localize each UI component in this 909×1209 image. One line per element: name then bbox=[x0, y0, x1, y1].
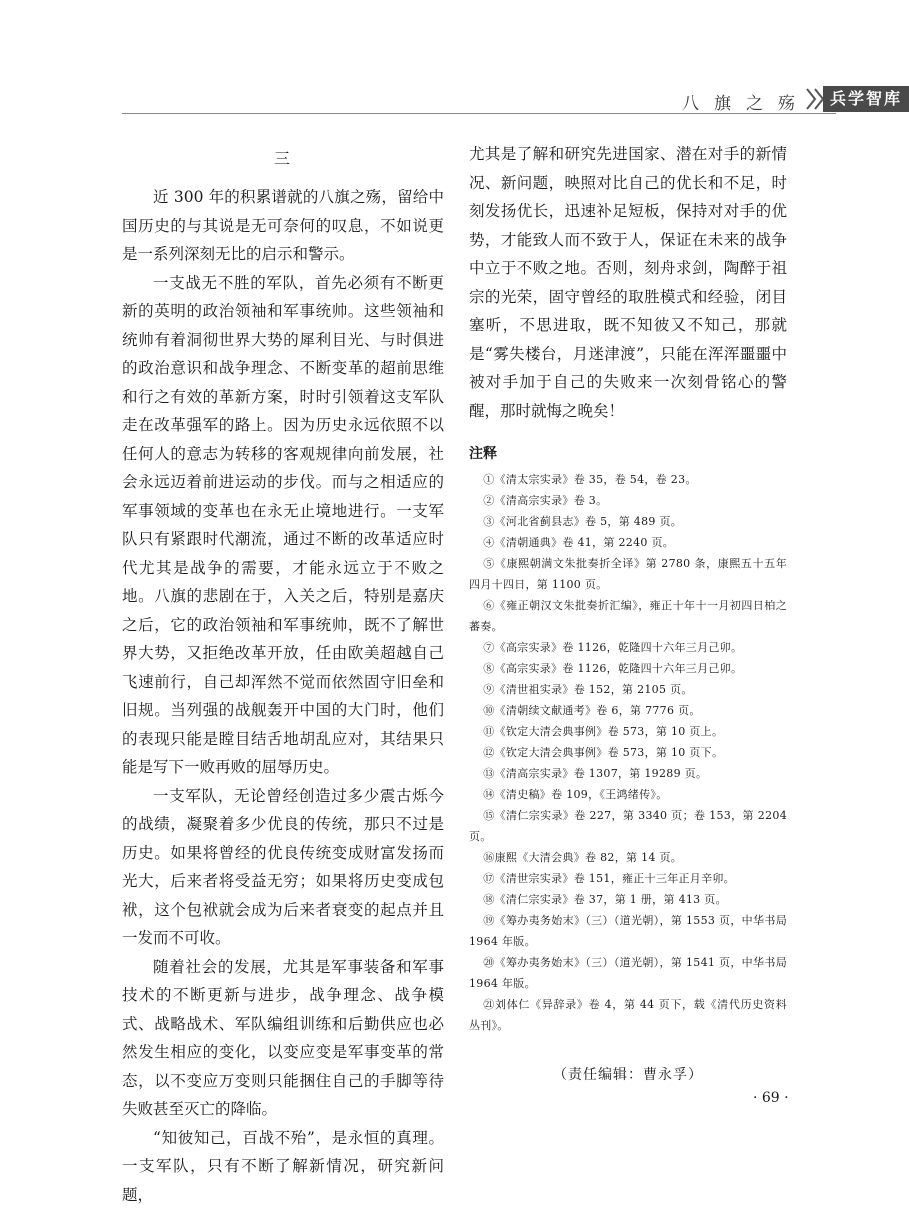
note-item: ⑰《清世宗实录》卷 151，雍正十三年正月辛卯。 bbox=[469, 868, 787, 889]
note-item: ⑧《高宗实录》卷 1126，乾隆四十六年三月己卯。 bbox=[469, 658, 787, 679]
right-column bbox=[469, 140, 787, 1084]
header-title: 八旗之殇 bbox=[682, 89, 810, 114]
header-divider bbox=[122, 113, 836, 114]
note-item: ⑪《钦定大清会典事例》卷 573，第 10 页上。 bbox=[469, 721, 787, 742]
paragraph: 一支战无不胜的军队，首先必须有不断更新的英明的政治领袖和军事统帅。这些领袖和统帅有着洞彻世界大势的犀利目光、与时俱进的政治意识和战争理念、不断变革的超前思维和行之有效的革新方案，时时引领着这支军队走在改革强军的路上。因为历史永远依照不以任何人的意志为转移的客观规律向前发展，社会永远迈着前进运动的步伐。而与之相适应的军事领域的变革也在永无止境地进行。一支军队只有紧跟时代潮流，通过不断的改革适应时代尤其是战争的需要，才能永远立于不败之地。八旗的悲剧在于，入关之后，特别是嘉庆之后，它的政治领袖和军事统帅，既不了解世界大势，又拒绝改革开放，任由欧美超越自己飞速前行，自己却浑然不觉而依然固守旧垒和旧规。当列强的战舰轰开中国的大门时，他们的表现只能是瞠目结舌地胡乱应对，其结果只能是写下一败再败的屈辱历史。 bbox=[122, 269, 444, 782]
note-item: ⑥《雍正朝汉文朱批奏折汇编》，雍正十年十一月初四日柏之蕃奏。 bbox=[469, 595, 787, 637]
section-badge: 兵学智库 bbox=[823, 86, 909, 112]
section-number: 三 bbox=[122, 146, 444, 169]
notes-heading: 注释 bbox=[469, 443, 787, 463]
note-item: ④《清朝通典》卷 41，第 2240 页。 bbox=[469, 532, 787, 553]
note-item: ②《清高宗实录》卷 3。 bbox=[469, 490, 787, 511]
paragraph-continuation: 尤其是了解和研究先进国家、潜在对手的新情况、新问题，映照对比自己的优长和不足，时刻发扬优长，迅速补足短板，保持对对手的优势，才能致人而不致于人，保证在未来的战争中立于不败之地。否则，刻舟求剑，陶醉于祖宗的光荣，固守曾经的取胜模式和经验，闭目塞听，不思进取，既不知彼又不知己，那就是“雾失楼台，月迷津渡”，只能在浑浑噩噩中被对手加于自己的失败来一次刻骨铭心的警醒，那时就悔之晚矣！ bbox=[469, 140, 787, 425]
note-item: ⑨《清世祖实录》卷 152，第 2105 页。 bbox=[469, 679, 787, 700]
note-item: ⑱《清仁宗实录》卷 37，第 1 册，第 413 页。 bbox=[469, 889, 787, 910]
paragraph: 近 300 年的积累谱就的八旗之殇，留给中国历史的与其说是无可奈何的叹息，不如说更是一系列深刻无比的启示和警示。 bbox=[122, 183, 444, 269]
notes-list bbox=[469, 469, 787, 1036]
paragraph: “知彼知己，百战不殆”，是永恒的真理。一支军队，只有不断了解新情况，研究新问题， bbox=[122, 1124, 444, 1209]
left-column bbox=[122, 140, 444, 1209]
note-item: ⑫《钦定大清会典事例》卷 573，第 10 页下。 bbox=[469, 742, 787, 763]
note-item: ⑳《筹办夷务始末》（三）（道光朝），第 1541 页，中华书局 1964 年版。 bbox=[469, 952, 787, 994]
note-item: ③《河北省蓟县志》卷 5，第 489 页。 bbox=[469, 511, 787, 532]
note-item: ⑮《清仁宗实录》卷 227，第 3340 页；卷 153，第 2204 页。 bbox=[469, 805, 787, 847]
note-item: ⑲《筹办夷务始末》（三）（道光朝），第 1553 页，中华书局 1964 年版。 bbox=[469, 910, 787, 952]
note-item: ⑩《清朝续文献通考》卷 6，第 7776 页。 bbox=[469, 700, 787, 721]
paragraph: 随着社会的发展，尤其是军事装备和军事技术的不断更新与进步，战争理念、战争模式、战略战术、军队编组训练和后勤供应也必然发生相应的变化，以变应变是军事变革的常态，以不变应万变则只能捆住自己的手脚等待失败甚至灭亡的降临。 bbox=[122, 953, 444, 1124]
paragraph: 一支军队，无论曾经创造过多少震古烁今的战绩，凝聚着多少优良的传统，那只不过是历史。如果将曾经的优良传统变成财富发扬而光大，后来者将受益无穷；如果将历史变成包袱，这个包袱就会成为后来者衰变的起点并且一发而不可收。 bbox=[122, 782, 444, 953]
note-item: ⑭《清史稿》卷 109，《王鸿绪传》。 bbox=[469, 784, 787, 805]
note-item: ⑦《高宗实录》卷 1126，乾隆四十六年三月己卯。 bbox=[469, 637, 787, 658]
responsible-editor: （责任编辑：曹永孚） bbox=[469, 1064, 787, 1084]
note-item: ⑬《清高宗实录》卷 1307，第 19289 页。 bbox=[469, 763, 787, 784]
note-item: ㉑刘体仁《异辞录》卷 4，第 44 页下，载《清代历史资料丛刊》。 bbox=[469, 994, 787, 1036]
note-item: ⑤《康熙朝满文朱批奏折全译》第 2780 条，康熙五十五年四月十四日，第 1100 页。 bbox=[469, 553, 787, 595]
page-number: · 69 · bbox=[753, 1090, 789, 1106]
note-item: ⑯康熙《大清会典》卷 82，第 14 页。 bbox=[469, 847, 787, 868]
note-item: ①《清太宗实录》卷 35，卷 54，卷 23。 bbox=[469, 469, 787, 490]
